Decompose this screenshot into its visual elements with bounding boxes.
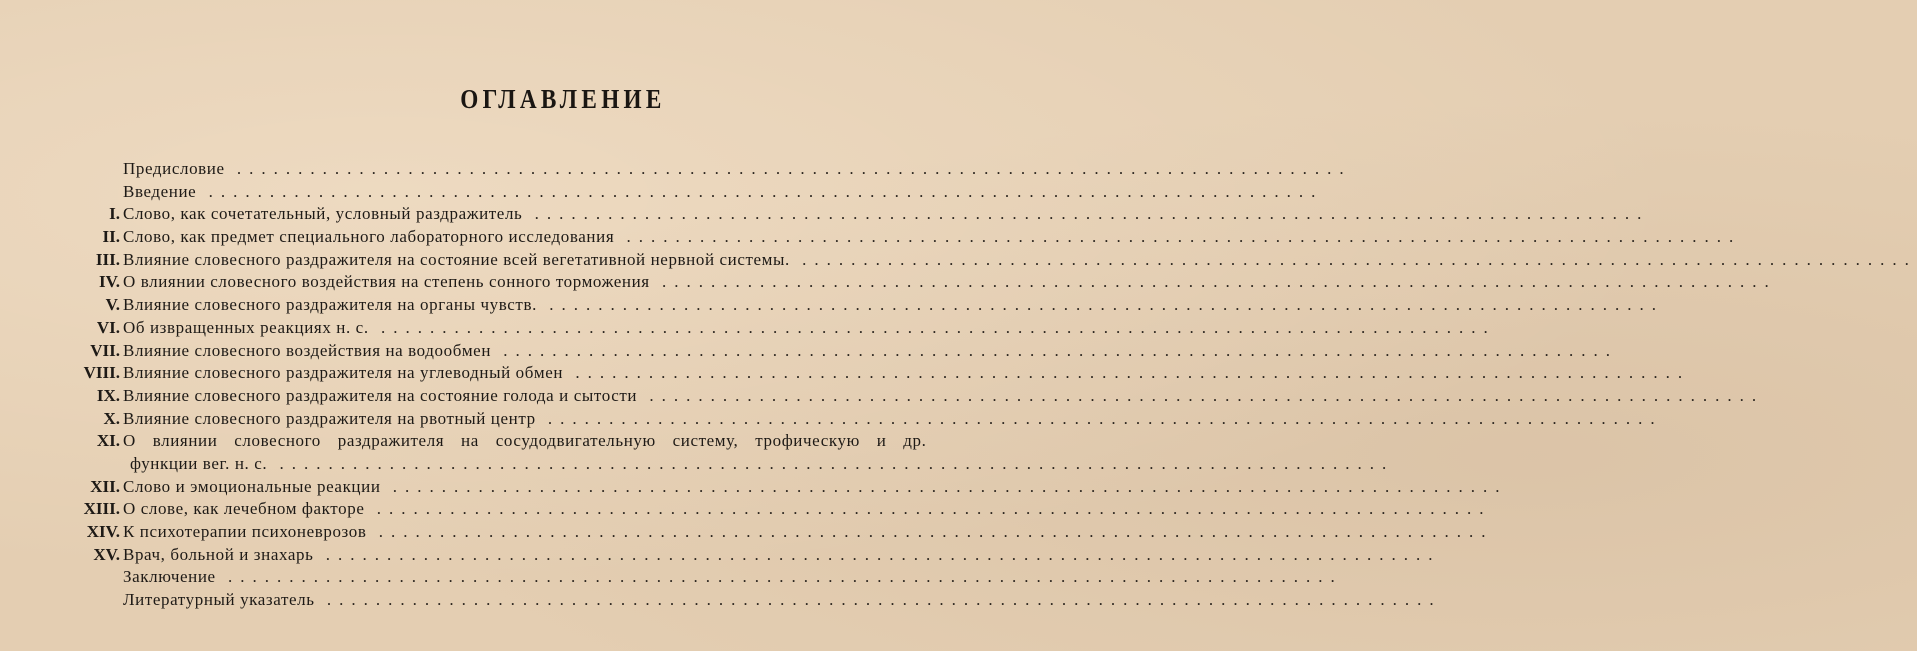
toc-entry — [0, 498, 1492, 521]
dot-leader: ........................................................................................... — [522, 204, 1650, 224]
entry-title: Заключение — [123, 567, 216, 587]
toc-entry — [0, 226, 1742, 249]
dot-leader: ........................................................................................... — [536, 295, 1664, 315]
entry-title: Влияние словесного раздражителя на состояние всей вегетативной нервной системы. — [123, 249, 790, 269]
dot-leader: ........................................................................................... — [267, 453, 1395, 473]
dot-leader: ........................................................................................... — [313, 544, 1441, 564]
entry-title: К психотерапии психоневрозов — [123, 522, 367, 541]
toc-entry — [0, 181, 1324, 204]
chapter-number: I. — [109, 204, 120, 224]
table-of-contents — [0, 158, 1917, 612]
entry-title: Влияние словесного раздражителя на углеводный обмен — [123, 363, 564, 383]
toc-entry-continuation — [0, 453, 1395, 476]
entry-title: Врач, больной и знахарь — [123, 544, 314, 564]
toc-entry — [0, 521, 1494, 544]
toc-entry — [0, 408, 1663, 431]
entry-title: О влиянии словесного воздействия на степень сонного торможения — [123, 272, 650, 292]
toc-entry — [0, 544, 1441, 567]
chapter-number: VI. — [96, 317, 120, 337]
entry-title: Литературный указатель — [123, 590, 315, 610]
entry-title: функции вег. н. с. — [130, 453, 268, 473]
dot-leader: ........................................................................................... — [314, 590, 1442, 610]
toc-entry — [0, 203, 1650, 226]
toc-entry — [0, 317, 1496, 340]
toc-entry — [0, 566, 1343, 589]
chapter-number: XI. — [96, 431, 120, 451]
toc-entry — [0, 476, 1508, 499]
entry-title: Влияние словесного раздражителя на состояние голода и сытости — [123, 385, 638, 405]
dot-leader: ........................................................................................... — [215, 567, 1343, 587]
toc-entry — [0, 294, 1664, 317]
toc-entry — [0, 249, 1917, 272]
entry-title: Введение — [123, 181, 197, 201]
toc-entry — [0, 271, 1777, 294]
entry-title: Предисловие — [123, 159, 225, 178]
toc-entry — [0, 430, 1000, 453]
toc-entry — [0, 340, 1619, 363]
chapter-number: VIII. — [83, 363, 120, 383]
chapter-number: III. — [95, 249, 120, 269]
chapter-number: IX. — [96, 385, 120, 405]
chapter-number: XIV. — [86, 522, 120, 541]
entry-title: Влияние словесного раздражителя на органы чувств. — [123, 295, 537, 315]
entry-title: О влиянии словесного раздражителя на сосудодвигательную систему, трофическую и др. — [123, 431, 927, 451]
dot-leader: ........................................................................................... — [380, 476, 1508, 496]
dot-leader: ........................................................................................... — [366, 522, 1494, 541]
dot-leader: ........................................................................................... — [649, 272, 1777, 292]
dot-leader: ........................................................................................... — [535, 408, 1663, 428]
dot-leader: ........................................................................................... — [614, 227, 1742, 247]
chapter-number: II. — [102, 227, 120, 247]
entry-title: Слово, как предмет специального лабораторного исследования — [123, 227, 615, 247]
chapter-number: X. — [103, 408, 120, 428]
toc-entry — [0, 158, 1352, 181]
toc-entry — [0, 362, 1691, 385]
dot-leader: ........................................................................................... — [637, 385, 1765, 405]
dot-leader: ........................................................................................... — [364, 499, 1492, 519]
dot-leader: ........................................................................................... — [196, 181, 1324, 201]
chapter-number: XIII. — [83, 499, 120, 519]
chapter-number: VII. — [90, 340, 120, 360]
dot-leader: ........................................................................................... — [563, 363, 1691, 383]
dot-leader: ........................................................................................... — [224, 159, 1352, 178]
chapter-number: XII. — [90, 476, 120, 496]
dot-leader: ........................................................................................... — [491, 340, 1619, 360]
page-title: ОГЛАВЛЕНИЕ — [460, 84, 666, 114]
entry-title: О слове, как лечебном факторе — [123, 499, 365, 519]
entry-title: Об извращенных реакциях н. с. — [123, 317, 369, 337]
chapter-number: XV. — [93, 544, 120, 564]
toc-entry — [0, 589, 1442, 612]
entry-title: Слово и эмоциональные реакции — [123, 476, 381, 496]
entry-title: Слово, как сочетательный, условный раздражитель — [123, 204, 523, 224]
chapter-number: IV. — [99, 272, 120, 292]
dot-leader: ........................................................................................... — [789, 249, 1917, 269]
toc-entry — [0, 385, 1765, 408]
chapter-number: V. — [105, 295, 120, 315]
entry-title: Влияние словесного воздействия на водообмен — [123, 340, 492, 360]
entry-title: Влияние словесного раздражителя на рвотный центр — [123, 408, 536, 428]
dot-leader: ........................................................................................... — [368, 317, 1496, 337]
